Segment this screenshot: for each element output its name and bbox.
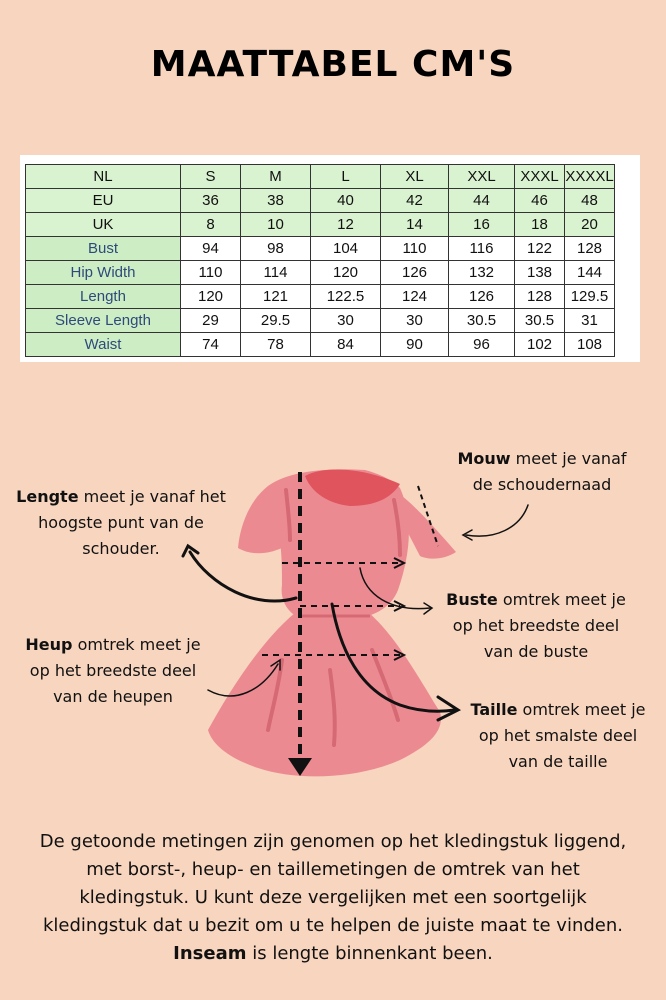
table-cell: XXXL <box>515 165 565 189</box>
table-cell: 138 <box>515 261 565 285</box>
table-cell: XXL <box>449 165 515 189</box>
table-cell: 18 <box>515 213 565 237</box>
table-cell: 116 <box>449 237 515 261</box>
table-cell: 120 <box>311 261 381 285</box>
table-cell: 48 <box>565 189 615 213</box>
annotation-lengte-line1: meet je vanaf het <box>78 487 226 506</box>
footer-note <box>30 828 636 968</box>
table-cell: 108 <box>565 333 615 357</box>
table-cell: 42 <box>381 189 449 213</box>
table-cell: 29.5 <box>241 309 311 333</box>
table-cell: 44 <box>449 189 515 213</box>
annotation-mouw-line2: de schoudernaad <box>472 475 612 494</box>
table-cell: 30 <box>311 309 381 333</box>
table-cell: 40 <box>311 189 381 213</box>
table-cell: 110 <box>381 237 449 261</box>
table-row-label: EU <box>26 189 181 213</box>
table-cell: 78 <box>241 333 311 357</box>
table-cell: 120 <box>181 285 241 309</box>
annotation-buste <box>432 587 640 665</box>
table-cell: 128 <box>565 237 615 261</box>
table-row-label: Hip Width <box>26 261 181 285</box>
annotation-heup-line2: op het breedste deel <box>29 661 197 680</box>
table-cell: 90 <box>381 333 449 357</box>
annotation-lengte-line3: schouder. <box>82 539 160 558</box>
table-cell: S <box>181 165 241 189</box>
table-cell: 144 <box>565 261 615 285</box>
annotation-mouw-bold: Mouw <box>457 449 511 468</box>
table-cell: 128 <box>515 285 565 309</box>
table-row-label: Sleeve Length <box>26 309 181 333</box>
table-cell: 46 <box>515 189 565 213</box>
table-cell: 16 <box>449 213 515 237</box>
table-row-label: Bust <box>26 237 181 261</box>
table-cell: 30 <box>381 309 449 333</box>
table-cell: 114 <box>241 261 311 285</box>
annotation-heup-line1: omtrek meet je <box>72 635 201 654</box>
annotation-heup <box>8 632 218 710</box>
table-cell: 14 <box>381 213 449 237</box>
annotation-lengte-bold: Lengte <box>16 487 79 506</box>
annotation-taille <box>458 697 658 775</box>
table-cell: 126 <box>381 261 449 285</box>
page-title: MAATTABEL CM'S <box>150 44 516 85</box>
dress-icon <box>208 469 456 776</box>
annotation-mouw <box>444 446 640 498</box>
table-cell: 12 <box>311 213 381 237</box>
table-cell: 102 <box>515 333 565 357</box>
table-cell: 126 <box>449 285 515 309</box>
annotation-heup-line3: van de heupen <box>53 687 173 706</box>
table-cell: 104 <box>311 237 381 261</box>
table-cell: 98 <box>241 237 311 261</box>
table-cell: L <box>311 165 381 189</box>
table-cell: 84 <box>311 333 381 357</box>
table-cell: 122.5 <box>311 285 381 309</box>
table-cell: 74 <box>181 333 241 357</box>
annotation-taille-line3: van de taille <box>508 752 608 771</box>
table-row-label: UK <box>26 213 181 237</box>
table-cell: 110 <box>181 261 241 285</box>
table-cell: 36 <box>181 189 241 213</box>
table-row-label: NL <box>26 165 181 189</box>
table-cell: 122 <box>515 237 565 261</box>
annotation-buste-line1: omtrek meet je <box>497 590 626 609</box>
annotation-mouw-line1: meet je vanaf <box>510 449 627 468</box>
table-cell: M <box>241 165 311 189</box>
annotation-heup-bold: Heup <box>25 635 73 654</box>
annotation-lengte-line2: hoogste punt van de <box>38 513 204 532</box>
table-cell: 96 <box>449 333 515 357</box>
table-cell: 30.5 <box>515 309 565 333</box>
footer-tail: is lengte binnenkant been. <box>246 943 493 964</box>
table-cell: 132 <box>449 261 515 285</box>
table-cell: 38 <box>241 189 311 213</box>
table-cell: 20 <box>565 213 615 237</box>
table-cell: XXXXL <box>565 165 615 189</box>
table-cell: 94 <box>181 237 241 261</box>
table-row-label: Length <box>26 285 181 309</box>
table-cell: 29 <box>181 309 241 333</box>
table-cell: 31 <box>565 309 615 333</box>
annotation-taille-line1: omtrek meet je <box>517 700 646 719</box>
table-cell: 8 <box>181 213 241 237</box>
annotation-taille-line2: op het smalste deel <box>478 726 638 745</box>
table-cell: 124 <box>381 285 449 309</box>
annotation-buste-bold: Buste <box>446 590 498 609</box>
table-cell: 121 <box>241 285 311 309</box>
footer-bold: Inseam <box>173 943 247 964</box>
table-row-label: Waist <box>26 333 181 357</box>
annotation-buste-line3: van de buste <box>483 642 589 661</box>
annotation-buste-line2: op het breedste deel <box>452 616 620 635</box>
table-cell: 10 <box>241 213 311 237</box>
table-cell: XL <box>381 165 449 189</box>
table-cell: 129.5 <box>565 285 615 309</box>
footer-text: De getoonde metingen zijn genomen op het kledingstuk liggend, met borst-, heup- en taillemetingen de omtrek van het kledingstuk. U kunt deze vergelijken met een soortgelijk kledingstuk dat u bezit om u te helpen de juiste maat te vinden. <box>39 831 627 936</box>
annotation-taille-bold: Taille <box>470 700 518 719</box>
table-cell: 30.5 <box>449 309 515 333</box>
annotation-lengte <box>6 484 236 562</box>
